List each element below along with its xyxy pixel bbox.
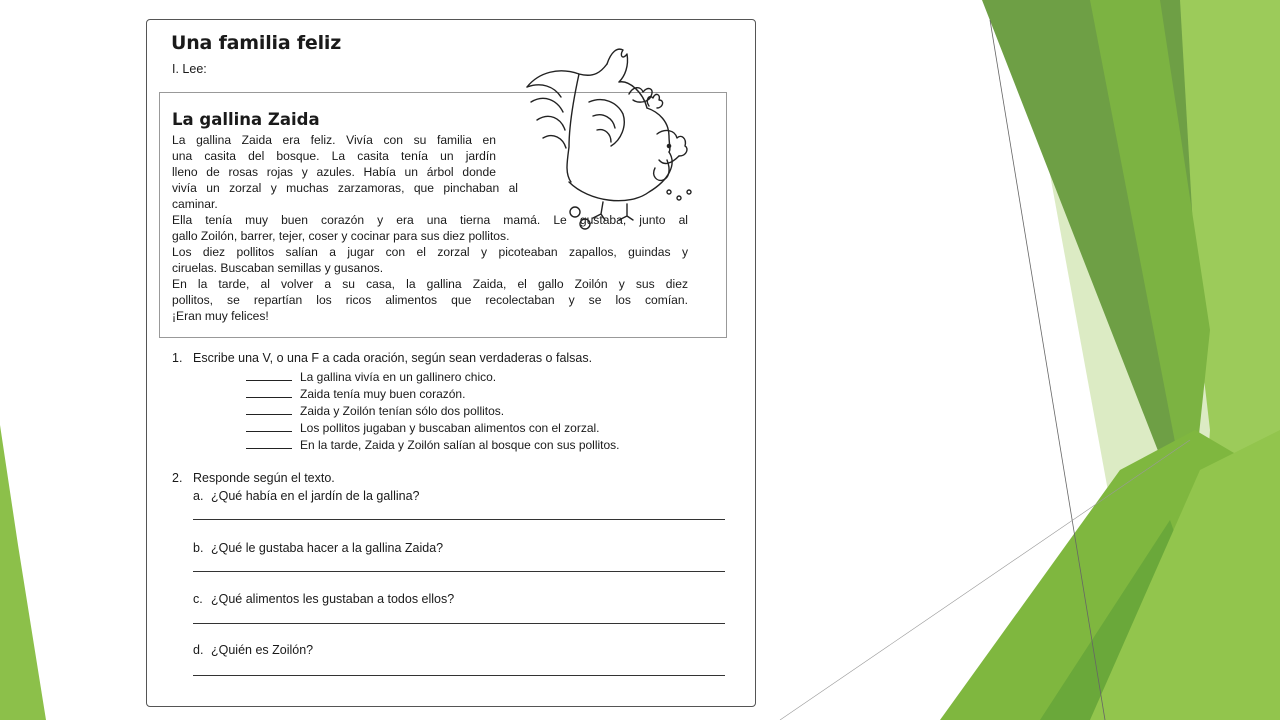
answer-line-a[interactable] [193, 519, 725, 520]
story-line: La gallina Zaida era feliz. Vivía con su familia en [172, 133, 496, 147]
question-text: ¿Qué alimentos les gustaban a todos ellos? [211, 592, 455, 606]
worksheet-page [146, 19, 756, 707]
list-item [246, 403, 620, 420]
story-line: En la tarde, al volver a su casa, la gallina Zaida, el gallo Zoilón y sus diez [172, 277, 688, 291]
open-question-a [193, 489, 419, 503]
statement-text: Zaida y Zoilón tenían sólo dos pollitos. [300, 404, 505, 418]
story-line: gallo Zoilón, barrer, tejer, coser y cocinar para sus diez pollitos. [172, 229, 510, 243]
question-1-number: 1. [172, 351, 183, 365]
question-2 [172, 471, 335, 485]
true-false-list [246, 369, 620, 454]
question-2-number: 2. [172, 471, 183, 485]
story-line: pollitos, se repartían los ricos alimentos que recolectaban y se los comían. [172, 293, 688, 307]
story-line: Los diez pollitos salían a jugar con el zorzal y picoteaban zapallos, guindas y [172, 245, 688, 259]
list-item [246, 420, 620, 437]
open-question-b [193, 541, 443, 555]
question-letter: d. [193, 643, 204, 657]
question-letter: a. [193, 489, 204, 503]
story-title: La gallina Zaida [172, 110, 320, 129]
worksheet-title: Una familia feliz [171, 32, 342, 54]
answer-blank[interactable] [246, 420, 292, 432]
question-1-text: Escribe una V, o una F a cada oración, según sean verdaderas o falsas. [193, 351, 593, 365]
statement-text: Zaida tenía muy buen corazón. [300, 387, 466, 401]
question-text: ¿Qué le gustaba hacer a la gallina Zaida? [211, 541, 444, 555]
open-question-c [193, 592, 454, 606]
hen-icon [519, 42, 699, 232]
question-text: ¿Quién es Zoilón? [211, 643, 314, 657]
left-green-shape [0, 425, 46, 720]
open-question-d [193, 643, 313, 657]
statement-text: En la tarde, Zaida y Zoilón salían al bosque con sus pollitos. [300, 438, 620, 452]
question-2-text: Responde según el texto. [193, 471, 335, 485]
answer-blank[interactable] [246, 437, 292, 449]
story-line: vivía un zorzal y muchas zarzamoras, que pinchaban al [172, 181, 518, 195]
list-item [246, 437, 620, 454]
list-item [246, 386, 620, 403]
story-line: lleno de rosas rojas y azules. Había un árbol donde [172, 165, 496, 179]
statement-text: La gallina vivía en un gallinero chico. [300, 370, 497, 384]
question-letter: b. [193, 541, 204, 555]
question-letter: c. [193, 592, 203, 606]
list-item [246, 369, 620, 386]
story-line: ciruelas. Buscaban semillas y gusanos. [172, 261, 384, 275]
question-text: ¿Qué había en el jardín de la gallina? [211, 489, 420, 503]
answer-blank[interactable] [246, 403, 292, 415]
answer-blank[interactable] [246, 369, 292, 381]
answer-line-d[interactable] [193, 675, 725, 676]
statement-text: Los pollitos jugaban y buscaban alimentos con el zorzal. [300, 421, 600, 435]
story-line: ¡Eran muy felices! [172, 309, 269, 323]
answer-line-c[interactable] [193, 623, 725, 624]
answer-blank[interactable] [246, 386, 292, 398]
question-1 [172, 351, 592, 365]
story-line: Ella tenía muy buen corazón y era una tierna mamá. Le gustaba, junto al [172, 213, 688, 227]
instruction-label: I. Lee: [172, 62, 207, 76]
story-line: una casita del bosque. La casita tenía un jardín [172, 149, 496, 163]
answer-line-b[interactable] [193, 571, 725, 572]
story-line: caminar. [172, 197, 218, 211]
